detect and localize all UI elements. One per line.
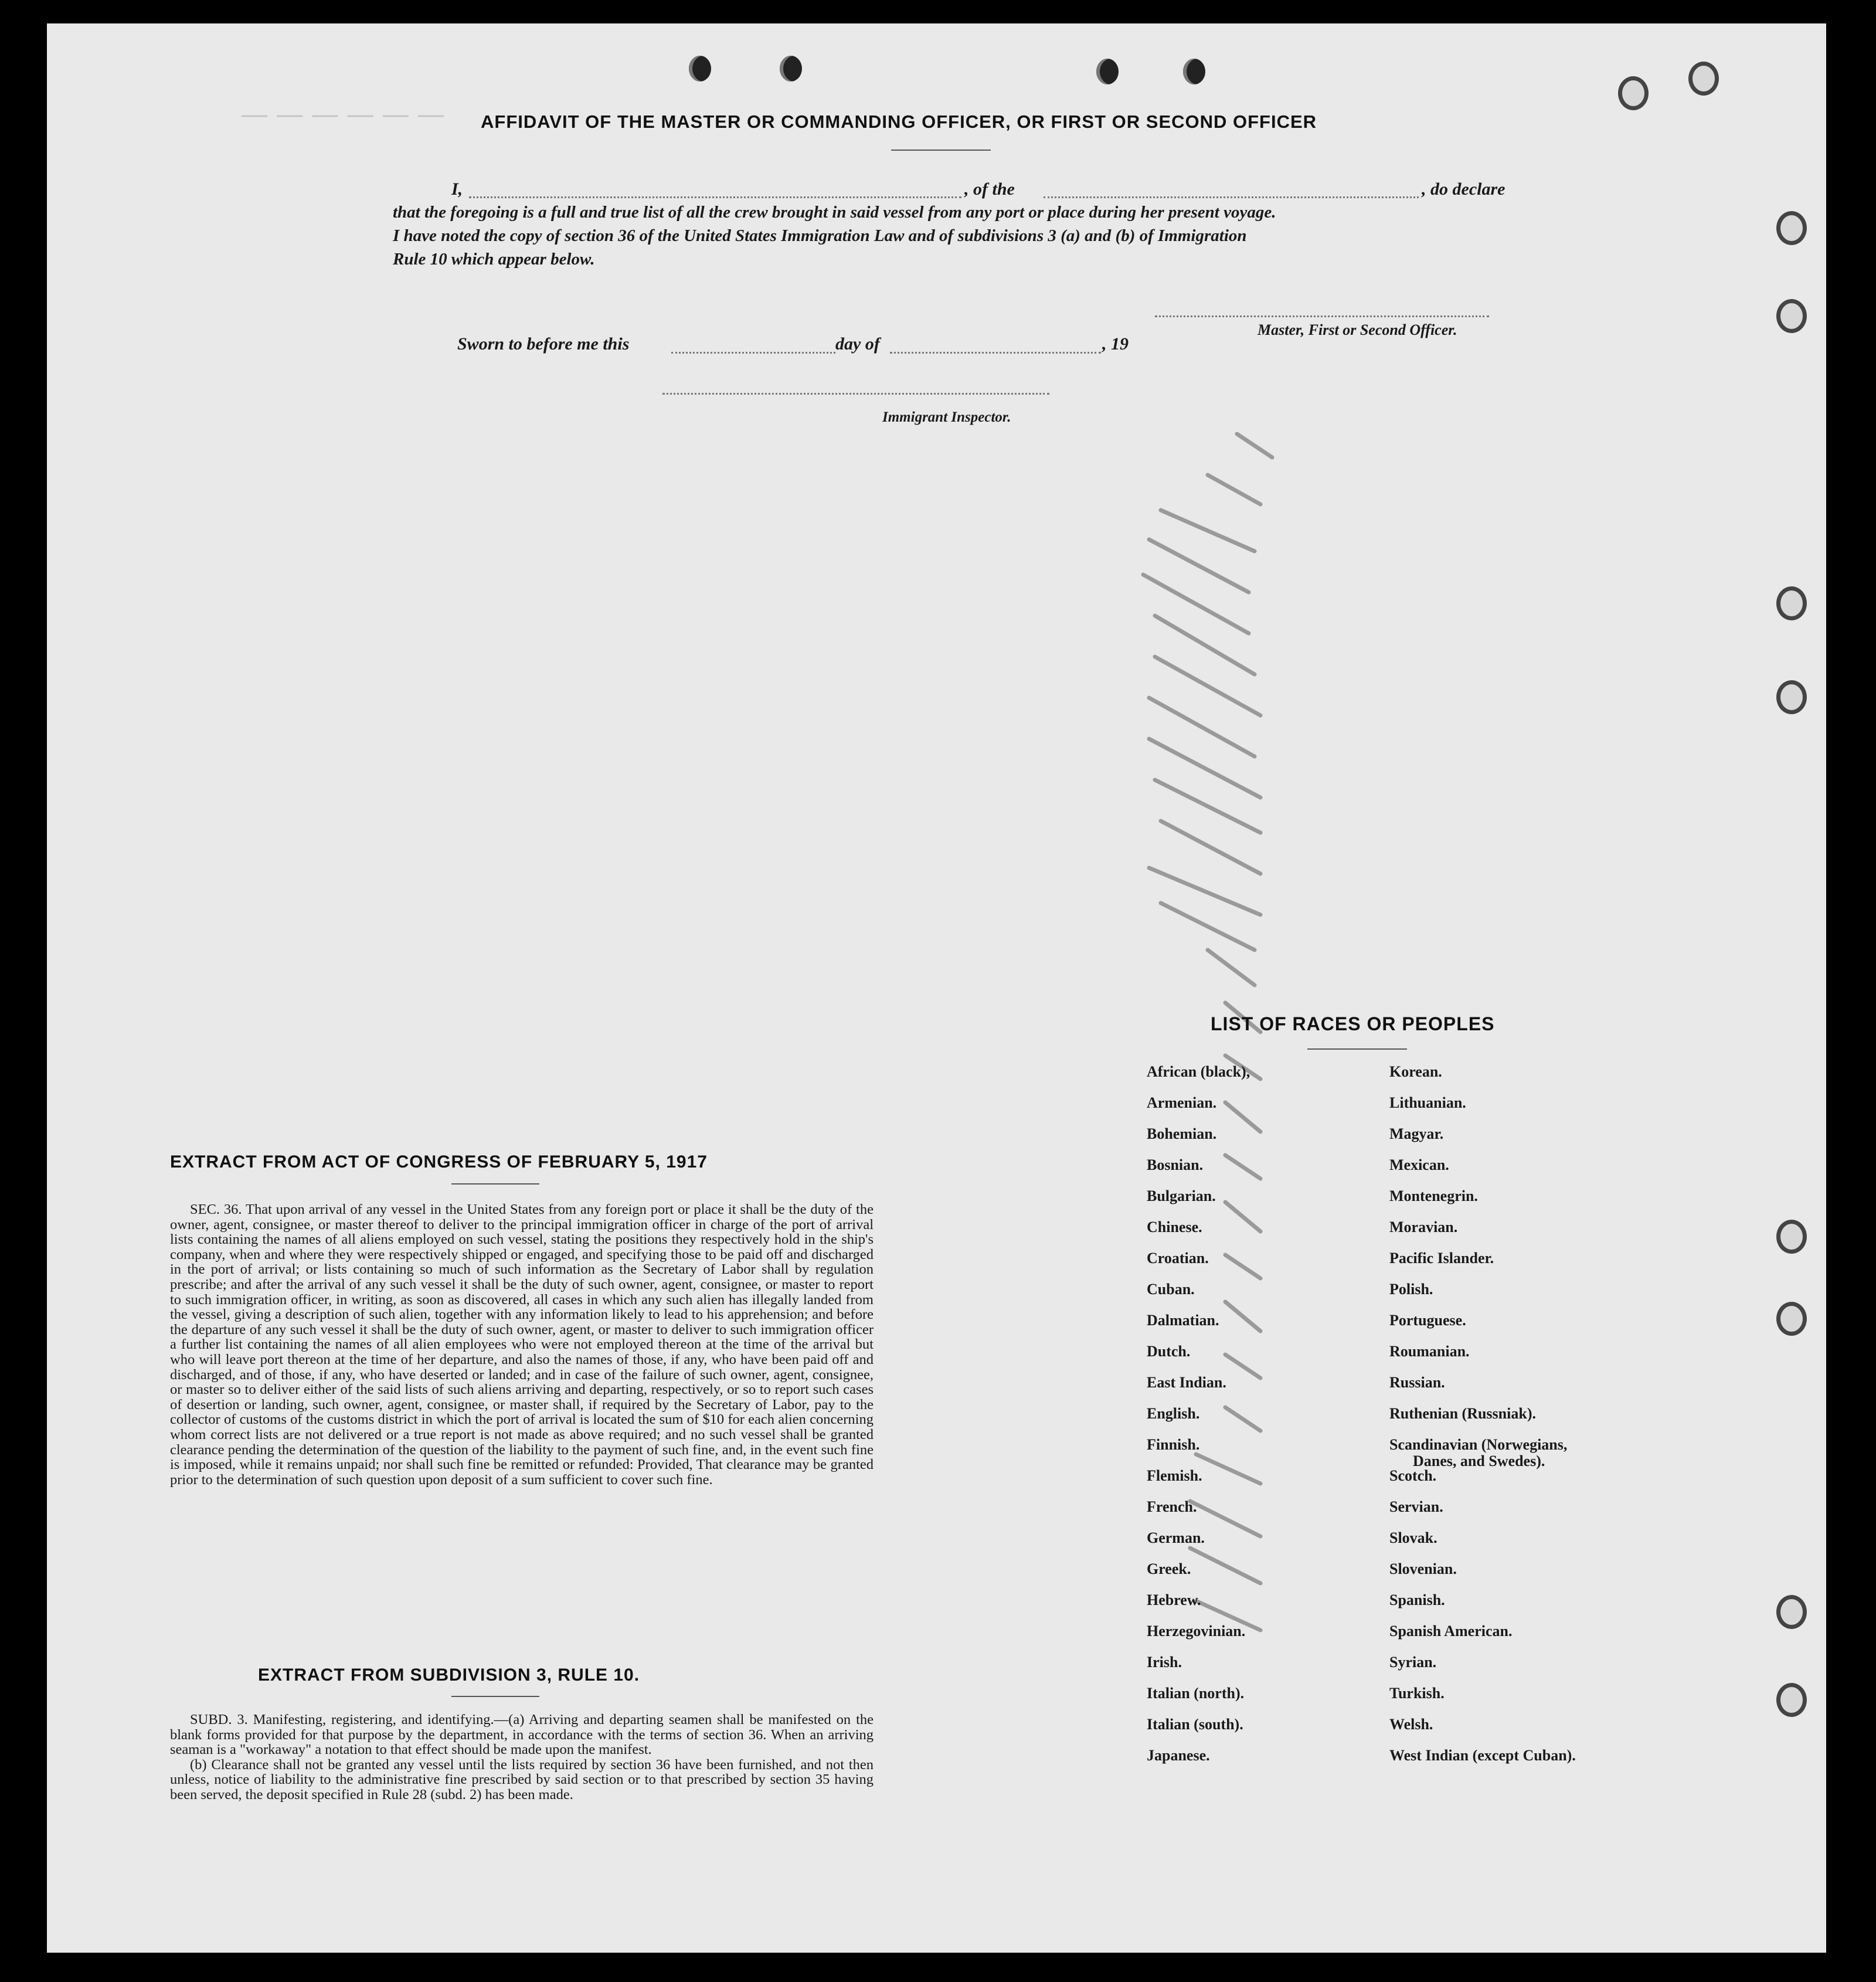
race-item: Korean. <box>1389 1063 1442 1080</box>
race-item: Irish. <box>1147 1654 1182 1671</box>
punch-ring <box>1688 62 1719 96</box>
race-item: Ruthenian (Russniak). <box>1389 1405 1536 1422</box>
races-rule <box>1307 1048 1407 1050</box>
race-item: Polish. <box>1389 1281 1433 1298</box>
race-item: West Indian (except Cuban). <box>1389 1747 1576 1764</box>
race-item: Turkish. <box>1389 1685 1445 1702</box>
punch-ring <box>1776 1595 1807 1629</box>
race-item: Bulgarian. <box>1147 1187 1216 1204</box>
punch-ring <box>1776 299 1807 333</box>
race-item: Finnish. <box>1147 1436 1200 1453</box>
punch-hole <box>1183 59 1205 84</box>
race-item: Scandinavian (Norwegians, <box>1389 1436 1568 1453</box>
race-item: Lithuanian. <box>1389 1094 1466 1111</box>
race-item: Moravian. <box>1389 1219 1458 1236</box>
race-item: Italian (north). <box>1147 1685 1245 1702</box>
race-item: Cuban. <box>1147 1281 1195 1298</box>
race-item: Chinese. <box>1147 1219 1202 1236</box>
race-item: Slovenian. <box>1389 1560 1457 1577</box>
act-extract-title: EXTRACT FROM ACT OF CONGRESS OF FEBRUARY 5, 1917 <box>170 1152 708 1172</box>
punch-ring <box>1618 76 1649 110</box>
section-36-paragraph: SEC. 36. That upon arrival of any vessel in the United States from any foreign port or place it shall be the duty of the owner, agent, consignee, or master thereof to deliver to the principal immigration officer in charge of the port of arrival lists containing the names of all aliens employed on such vessel, stating the positions they respectively hold in the ship's company, when and where they were respectively shipped or engaged, and specifying those to be paid off and discharged in the port of arrival; or lists containing so much of such information as the Secretary of Labor shall by regulation prescribe; and after the arrival of any such vessel it shall be the duty of such owner, agent, consignee, or master to report to such immigration officer, in writing, as soon as discovered, all cases in which any such alien has illegally landed from the vessel, giving a description of such alien, together with any information likely to lead to his apprehension; and before the departure of any such vessel it shall be the duty of such owner, agent, or master to deliver to such immigration officer a further list containing the names of all alien employees who were not employed thereon at the time of the arrival but who will leave port thereon at the time of her departure, and also the names of those, if any, who have been paid off and discharged, and of those, if any, who have deserted or landed; and in case of the failure of such owner, agent, consignee, or master so to deliver either of the said lists of such aliens arriving and departing, respectively, or so to report such cases of desertion or landing, such owner, agent, consignee, or master shall, if required by the Secretary of Labor, pay to the collector of customs of the customs district in which the port of arrival is located the sum of $10 for each alien concerning whom correct lists are not delivered or a true report is not made as above required; and no such vessel shall be granted clearance pending the determination of the question of the liability to the payment of such fine, and, in the event such fine is imposed, while it remains unpaid; nor shall such fine be remitted or refunded: Provided, That clearance may be granted prior to the determination of such question upon deposit of a sum sufficient to cover such fine. <box>170 1202 874 1488</box>
race-item: Mexican. <box>1389 1156 1449 1173</box>
manifest-page <box>47 23 1826 1953</box>
race-item: Scotch. <box>1389 1467 1437 1484</box>
race-item: Russian. <box>1389 1374 1445 1391</box>
punch-ring <box>1776 586 1807 620</box>
race-item: Syrian. <box>1389 1654 1437 1671</box>
section-36-text <box>170 1202 874 1487</box>
punch-hole <box>780 56 802 82</box>
act-rule <box>451 1183 539 1185</box>
punch-ring <box>1776 680 1807 714</box>
race-item: Magyar. <box>1389 1125 1444 1142</box>
race-item: Croatian. <box>1147 1250 1209 1267</box>
race-item: Roumanian. <box>1389 1343 1470 1360</box>
race-item: Flemish. <box>1147 1467 1202 1484</box>
race-item: Pacific Islander. <box>1389 1250 1494 1267</box>
sworn-day-blank <box>671 352 835 354</box>
race-item: Greek. <box>1147 1560 1191 1577</box>
bleed-through: — — — — — — <box>240 100 444 128</box>
race-item: Montenegrin. <box>1389 1187 1478 1204</box>
affidavit-declare: , do declare <box>1422 179 1505 199</box>
vessel-blank <box>1044 196 1419 198</box>
race-item: Herzegovinian. <box>1147 1623 1246 1640</box>
title-rule <box>891 150 991 151</box>
race-item: Bohemian. <box>1147 1125 1217 1142</box>
officer-signature-line <box>1155 315 1489 317</box>
punch-ring <box>1776 1683 1807 1717</box>
races-title: LIST OF RACES OR PEOPLES <box>1211 1013 1495 1034</box>
day-of-text: day of <box>835 334 880 354</box>
inspector-label: Immigrant Inspector. <box>882 409 1011 425</box>
race-item: German. <box>1147 1529 1205 1546</box>
rule-extract-title: EXTRACT FROM SUBDIVISION 3, RULE 10. <box>258 1665 640 1685</box>
affidavit-title: AFFIDAVIT OF THE MASTER OR COMMANDING OFFICER, OR FIRST OR SECOND OFFICER <box>481 111 1317 132</box>
rule-rule <box>451 1696 539 1697</box>
race-item: Welsh. <box>1389 1716 1433 1733</box>
affidavit-of-the: , of the <box>964 179 1015 199</box>
race-item: Dalmatian. <box>1147 1312 1219 1329</box>
sworn-month-blank <box>890 352 1101 354</box>
punch-ring <box>1776 211 1807 245</box>
name-blank <box>469 196 961 198</box>
race-item: Spanish. <box>1389 1591 1445 1608</box>
affidavit-line2: that the foregoing is a full and true list of all the crew brought in said vessel from any port or place during her present voyage. <box>393 203 1276 222</box>
race-item: Dutch. <box>1147 1343 1191 1360</box>
affidavit-line3: I have noted the copy of section 36 of the United States Immigration Law and of subdivisions 3 (a) and (b) of Immigration <box>393 226 1247 245</box>
punch-ring <box>1776 1302 1807 1336</box>
race-item: Japanese. <box>1147 1747 1210 1764</box>
punch-hole <box>1096 59 1119 84</box>
race-item: East Indian. <box>1147 1374 1226 1391</box>
race-item: Slovak. <box>1389 1529 1437 1546</box>
race-item: Danes, and Swedes). <box>1413 1452 1545 1469</box>
officer-label: Master, First or Second Officer. <box>1258 321 1457 338</box>
affidavit-i: I, <box>451 179 463 199</box>
race-item: Hebrew. <box>1147 1591 1201 1608</box>
race-item: Armenian. <box>1147 1094 1217 1111</box>
race-item: Italian (south). <box>1147 1716 1243 1733</box>
subdivision-3a: SUBD. 3. Manifesting, registering, and identifying.—(a) Arriving and departing seamen shall be manifested on the blank forms provided for that purpose by the department, in accordance with the terms of section 36. When an arriving seaman is a "workaway" a notation to that effect should be made upon the manifest. <box>170 1712 874 1758</box>
race-item: French. <box>1147 1498 1197 1515</box>
inspector-signature-line <box>662 393 1049 395</box>
race-item: African (black), <box>1147 1063 1250 1080</box>
race-item: Portuguese. <box>1389 1312 1466 1329</box>
subdivision-3b: (b) Clearance shall not be granted any vessel until the lists required by section 36 have been furnished, and not then unless, notice of liability to the administrative fine prescribed by said section or to that prescribed by section 35 having been served, the deposit specified in Rule 28 (subd. 2) has been made. <box>170 1756 874 1803</box>
race-item: Spanish American. <box>1389 1623 1513 1640</box>
punch-ring <box>1776 1220 1807 1254</box>
sworn-text: Sworn to before me this <box>457 334 630 354</box>
race-item: Servian. <box>1389 1498 1443 1515</box>
punch-hole <box>689 56 711 82</box>
pencil-tick-marks <box>1090 422 1325 1683</box>
affidavit-line4: Rule 10 which appear below. <box>393 250 595 269</box>
subdivision-3-text <box>170 1712 874 1803</box>
race-item: English. <box>1147 1405 1200 1422</box>
race-item: Bosnian. <box>1147 1156 1204 1173</box>
year-text: , 19 <box>1102 334 1129 354</box>
